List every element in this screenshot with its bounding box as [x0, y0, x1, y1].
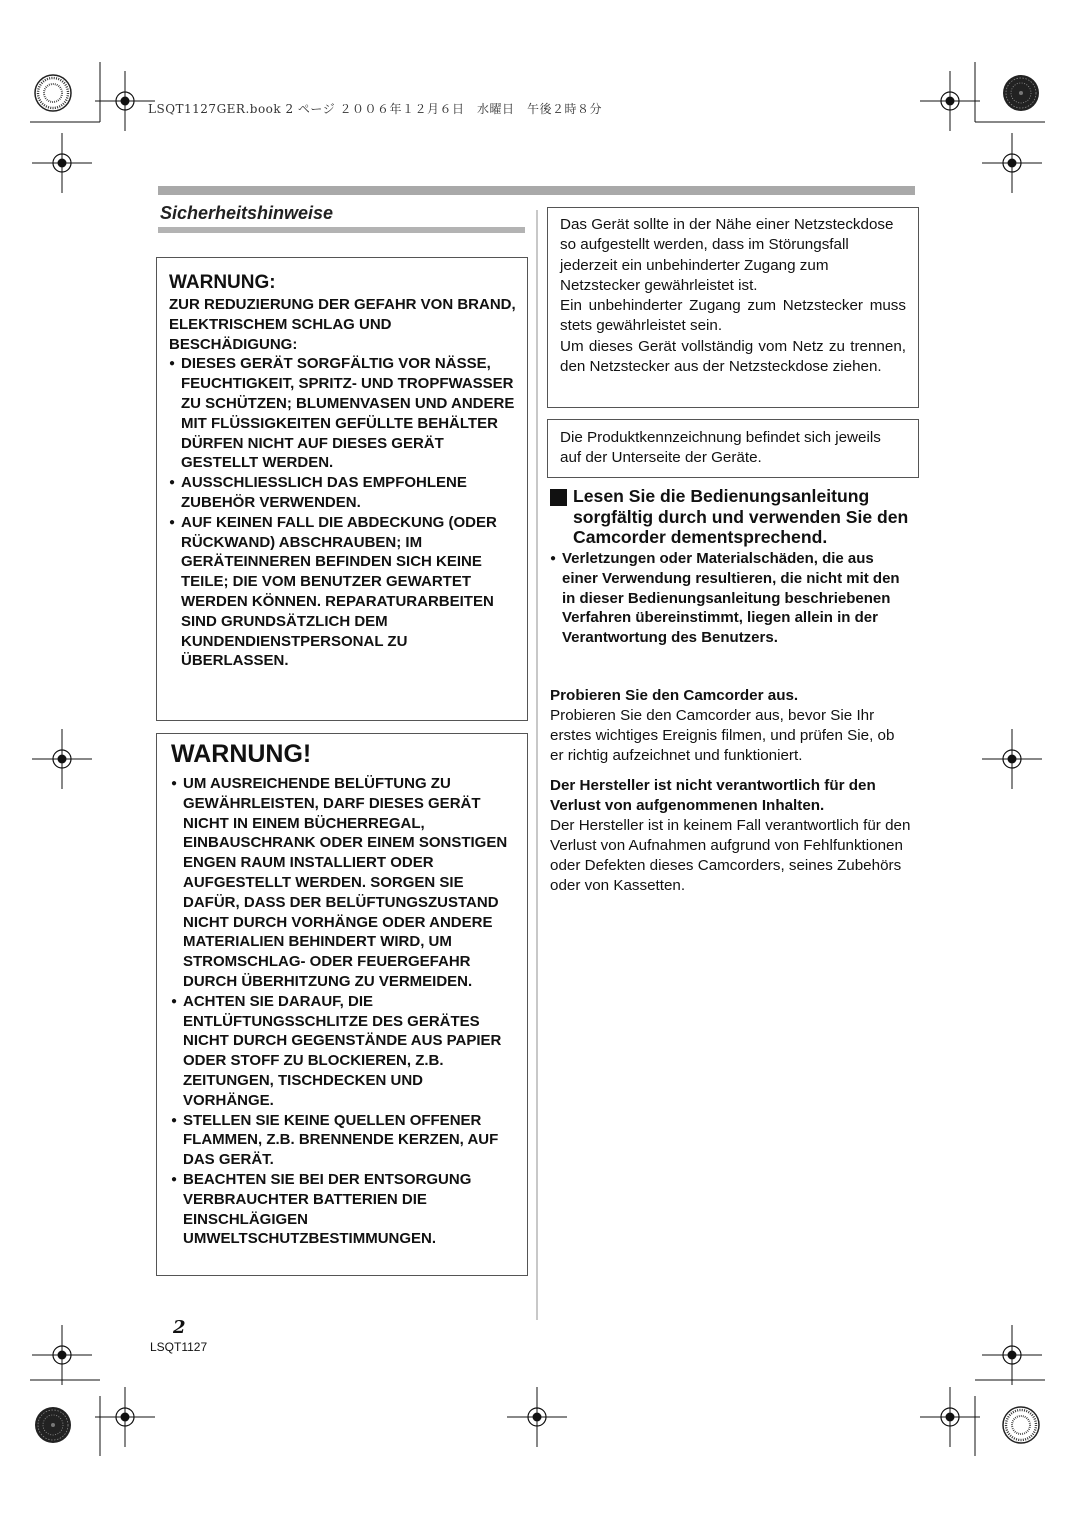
notice-paragraph: Ein unbehinderter Zugang zum Netzstecker muss stets gewährleistet sein.	[560, 297, 906, 335]
warning-heading: WARNUNG!	[171, 740, 312, 768]
list-item: ● BEACHTEN SIE BEI DER ENTSORGUNG VERBRAUCHTER BATTERIEN DIE EINSCHLÄGIGEN UMWELTSCHUTZBESTIMMUNGEN.	[171, 1170, 517, 1249]
list-item: ● ACHTEN SIE DARAUF, DIE ENTLÜFTUNGSSCHLITZE DES GERÄTES NICHT DURCH GEGENSTÄNDE AUS PAPIER ODER STOFF ZU BLOCKIEREN, Z.B. ZEITUNGEN, TISCHDECKEN UND VORHÄNGE.	[171, 992, 517, 1111]
list-item: ● AUSSCHLIESSLICH DAS EMPFOHLENE ZUBEHÖR VERWENDEN.	[169, 473, 517, 513]
liability-section	[550, 776, 912, 896]
list-item: ● Verletzungen oder Materialschäden, die aus einer Verwendung resultieren, die nicht mit den in dieser Bedienungsanleitung beschriebenen Verfahren übereinstimmt, liegen allein in der Verantwortung des Benutzers.	[550, 549, 912, 648]
warning-intro: ZUR REDUZIERUNG DER GEFAHR VON BRAND, ELEKTRISCHEM SCHLAG UND BESCHÄDIGUNG:	[169, 296, 516, 353]
column-divider	[536, 210, 538, 1320]
section-title: Sicherheitshinweise	[160, 203, 334, 223]
document-code: LSQT1127	[150, 1340, 208, 1354]
try-out-heading: Probieren Sie den Camcorder aus.	[550, 687, 799, 704]
list-item: ● UM AUSREICHENDE BELÜFTUNG ZU GEWÄHRLEISTEN, DARF DIESES GERÄT NICHT IN EINEM BÜCHERREGAL, EINBAUSCHRANK ODER EINEM SONSTIGEN ENGEN RAUM INSTALLIERT ODER AUFGESTELLT WERDEN. SORGEN SIE DAFÜR, DASS DER BELÜFTUNGSZUSTAND NICHT DURCH VORHÄNGE ODER ANDERE MATERIALIEN BEHINDERT WIRD, UM STROMSCHLAG- ODER FEUERGEFAHR DURCH ÜBERHITZUNG ZU VERMEIDEN.	[171, 774, 517, 992]
title-rule	[158, 227, 525, 233]
header-bar	[158, 186, 915, 195]
try-out-text: Probieren Sie den Camcorder aus, bevor Sie Ihr erstes wichtiges Ereignis filmen, und prüfen Sie, ob er richtig aufzeichnet und funktioniert.	[550, 707, 895, 764]
warning-heading: WARNUNG:	[169, 272, 276, 293]
notice-paragraph: Das Gerät sollte in der Nähe einer Netzsteckdose so aufgestellt werden, dass im Störungsfall jederzeit ein unbehinderter Zugang zum Netzstecker gewährleistet ist.	[560, 216, 894, 294]
warning-bullet-list	[169, 354, 517, 671]
liability-text: Der Hersteller ist in keinem Fall verantwortlich für den Verlust von Aufnahmen aufgrund von Fehlfunktionen oder Defekten dieses Camcorders, seines Zubehörs oder von Kassetten.	[550, 817, 911, 894]
product-label-notice: Die Produktkennzeichnung befindet sich jeweils auf der Unterseite der Geräte.	[547, 419, 919, 478]
read-manual-heading-text: Lesen Sie die Bedienungsanleitung sorgfältig durch und verwenden Sie den Camcorder dementsprechend.	[573, 486, 909, 547]
warning-box-1	[156, 257, 528, 721]
list-item: ● AUF KEINEN FALL DIE ABDECKUNG (ODER RÜCKWAND) ABSCHRAUBEN; IM GERÄTEINNEREN BEFINDEN SICH KEINE TEILE; DIE VOM BENUTZER GEWARTET WERDEN KÖNNEN. REPARATURARBEITEN SIND GRUNDSÄTZLICH DEM KUNDENDIENSTPERSONAL ZU ÜBERLASSEN.	[169, 513, 517, 671]
page-number: 2	[173, 1317, 186, 1338]
notice-paragraph: Um dieses Gerät vollständig vom Netz zu trennen, den Netzstecker aus der Netzsteckdose ziehen.	[560, 337, 906, 376]
read-manual-heading	[550, 486, 910, 548]
list-item: ● STELLEN SIE KEINE QUELLEN OFFENER FLAMMEN, Z.B. BRENNENDE KERZEN, AUF DAS GERÄT.	[171, 1111, 517, 1170]
warning-bullet-list	[171, 774, 517, 1249]
read-manual-bullets	[550, 549, 912, 648]
liability-heading: Der Hersteller ist nicht verantwortlich für den Verlust von aufgenommenen Inhalten.	[550, 777, 876, 814]
try-out-section	[550, 686, 912, 766]
power-outlet-notice	[547, 207, 919, 408]
list-item: ● DIESES GERÄT SORGFÄLTIG VOR NÄSSE, FEUCHTIGKEIT, SPRITZ- UND TROPFWASSER ZU SCHÜTZEN; BLUMENVASEN UND ANDERE MIT FLÜSSIGKEITEN GEFÜLLTE BEHÄLTER DÜRFEN NICHT AUF DIESES GERÄT GESTELLT WERDEN.	[169, 354, 517, 473]
warning-box-2	[156, 733, 528, 1276]
black-square-icon	[550, 489, 567, 506]
print-header: LSQT1127GER.book 2 ページ ２００６年１２月６日 水曜日 午後２時８分	[148, 102, 603, 116]
